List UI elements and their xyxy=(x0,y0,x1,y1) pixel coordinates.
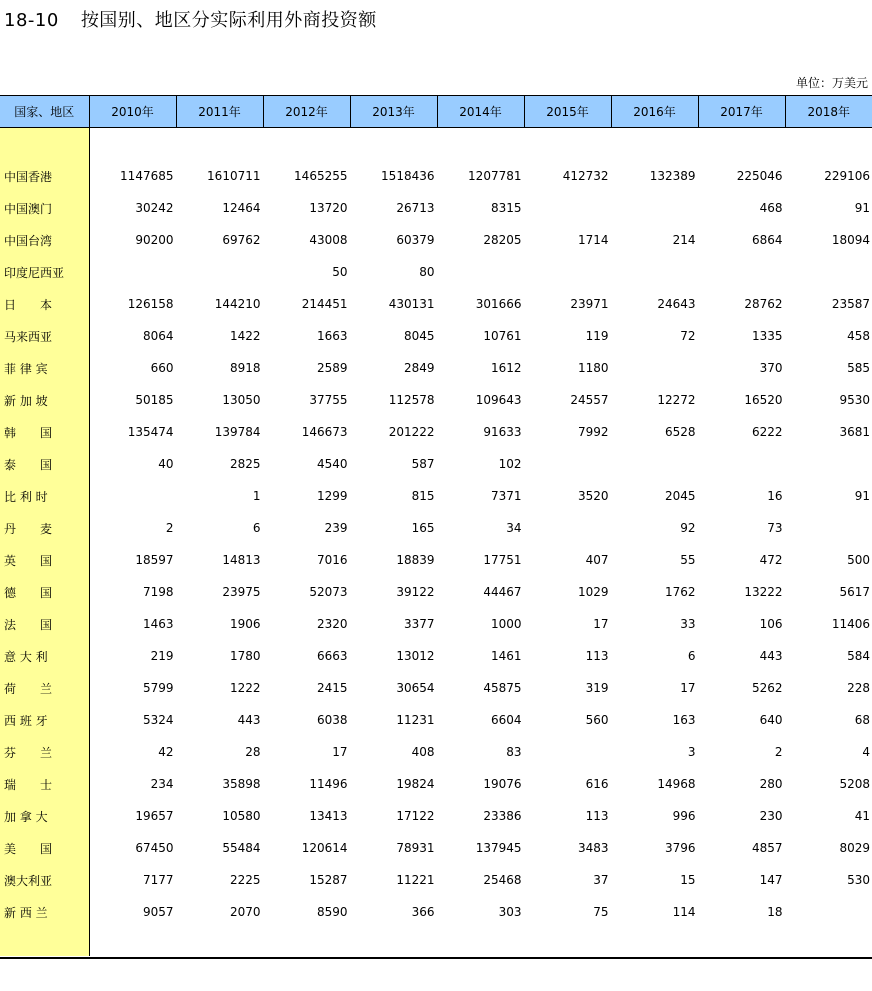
value-cell: 230 xyxy=(698,800,785,832)
value-cell xyxy=(524,256,611,288)
value-cell: 18 xyxy=(698,896,785,928)
unit-label: 单位：万美元 xyxy=(795,76,868,90)
value-cell: 1463 xyxy=(89,608,176,640)
value-cell: 12272 xyxy=(611,384,698,416)
table-row xyxy=(0,384,872,416)
value-cell xyxy=(698,448,785,480)
value-cell: 23971 xyxy=(524,288,611,320)
value-cell: 1422 xyxy=(176,320,263,352)
value-cell: 7198 xyxy=(89,576,176,608)
value-cell: 6038 xyxy=(263,704,350,736)
value-cell: 30654 xyxy=(350,672,437,704)
value-cell: 8918 xyxy=(176,352,263,384)
table-row xyxy=(0,192,872,224)
year-column-header: 2013年 xyxy=(350,96,437,128)
value-cell: 68 xyxy=(785,704,872,736)
table-row xyxy=(0,864,872,896)
value-cell: 3 xyxy=(611,736,698,768)
value-cell: 214 xyxy=(611,224,698,256)
value-cell: 468 xyxy=(698,192,785,224)
value-cell: 8590 xyxy=(263,896,350,928)
value-cell: 17 xyxy=(524,608,611,640)
year-column-header: 2011年 xyxy=(176,96,263,128)
value-cell: 33 xyxy=(611,608,698,640)
value-cell: 23975 xyxy=(176,576,263,608)
value-cell: 165 xyxy=(350,512,437,544)
value-cell: 5799 xyxy=(89,672,176,704)
value-cell: 234 xyxy=(89,768,176,800)
value-cell: 75 xyxy=(524,896,611,928)
value-cell: 16520 xyxy=(698,384,785,416)
value-cell: 219 xyxy=(89,640,176,672)
value-cell: 2825 xyxy=(176,448,263,480)
table-row xyxy=(0,768,872,800)
value-cell: 9530 xyxy=(785,384,872,416)
table-bottom-border xyxy=(0,957,872,959)
value-cell: 4857 xyxy=(698,832,785,864)
value-cell: 5324 xyxy=(89,704,176,736)
region-name-cell: 新 西 兰 xyxy=(0,896,89,928)
value-cell: 91 xyxy=(785,480,872,512)
value-cell: 1000 xyxy=(437,608,524,640)
value-cell: 14813 xyxy=(176,544,263,576)
value-cell: 1335 xyxy=(698,320,785,352)
value-cell: 10580 xyxy=(176,800,263,832)
region-name-cell: 日 本 xyxy=(0,288,89,320)
value-cell: 41 xyxy=(785,800,872,832)
value-cell: 5262 xyxy=(698,672,785,704)
value-cell: 55484 xyxy=(176,832,263,864)
value-cell xyxy=(785,512,872,544)
filler-row xyxy=(0,928,872,956)
value-cell: 60379 xyxy=(350,224,437,256)
table-row xyxy=(0,288,872,320)
value-cell xyxy=(611,448,698,480)
value-cell: 2415 xyxy=(263,672,350,704)
value-cell: 1663 xyxy=(263,320,350,352)
value-cell: 23386 xyxy=(437,800,524,832)
value-cell: 1465255 xyxy=(263,160,350,192)
table-row xyxy=(0,896,872,928)
value-cell: 90200 xyxy=(89,224,176,256)
value-cell: 19657 xyxy=(89,800,176,832)
value-cell: 1207781 xyxy=(437,160,524,192)
value-cell xyxy=(524,736,611,768)
value-cell: 1906 xyxy=(176,608,263,640)
value-cell: 430131 xyxy=(350,288,437,320)
value-cell: 6222 xyxy=(698,416,785,448)
table-row xyxy=(0,640,872,672)
value-cell: 30242 xyxy=(89,192,176,224)
value-cell: 106 xyxy=(698,608,785,640)
value-cell: 50185 xyxy=(89,384,176,416)
table-row xyxy=(0,576,872,608)
value-cell: 126158 xyxy=(89,288,176,320)
table-row xyxy=(0,320,872,352)
value-cell: 12464 xyxy=(176,192,263,224)
value-cell xyxy=(611,192,698,224)
region-name-cell: 新 加 坡 xyxy=(0,384,89,416)
value-cell: 78931 xyxy=(350,832,437,864)
value-cell: 139784 xyxy=(176,416,263,448)
value-cell: 2225 xyxy=(176,864,263,896)
value-cell: 3483 xyxy=(524,832,611,864)
table-row xyxy=(0,704,872,736)
value-cell: 135474 xyxy=(89,416,176,448)
value-cell: 584 xyxy=(785,640,872,672)
value-cell: 163 xyxy=(611,704,698,736)
value-cell: 303 xyxy=(437,896,524,928)
value-cell: 52073 xyxy=(263,576,350,608)
value-cell: 7371 xyxy=(437,480,524,512)
value-cell: 16 xyxy=(698,480,785,512)
value-cell: 8045 xyxy=(350,320,437,352)
value-cell: 1780 xyxy=(176,640,263,672)
value-cell: 13050 xyxy=(176,384,263,416)
region-column-header: 国家、地区 xyxy=(0,96,89,128)
region-name-cell: 英 国 xyxy=(0,544,89,576)
value-cell: 146673 xyxy=(263,416,350,448)
value-cell xyxy=(611,352,698,384)
value-cell: 560 xyxy=(524,704,611,736)
value-cell: 1180 xyxy=(524,352,611,384)
value-cell: 15287 xyxy=(263,864,350,896)
value-cell: 28205 xyxy=(437,224,524,256)
value-cell: 26713 xyxy=(350,192,437,224)
value-cell: 102 xyxy=(437,448,524,480)
value-cell: 69762 xyxy=(176,224,263,256)
table-row xyxy=(0,256,872,288)
value-cell: 7992 xyxy=(524,416,611,448)
region-name-cell: 德 国 xyxy=(0,576,89,608)
value-cell: 132389 xyxy=(611,160,698,192)
value-cell: 6604 xyxy=(437,704,524,736)
value-cell: 239 xyxy=(263,512,350,544)
region-name-cell: 中国香港 xyxy=(0,160,89,192)
value-cell: 91 xyxy=(785,192,872,224)
value-cell: 407 xyxy=(524,544,611,576)
value-cell: 9057 xyxy=(89,896,176,928)
value-cell: 2 xyxy=(698,736,785,768)
table-row xyxy=(0,608,872,640)
value-cell: 113 xyxy=(524,640,611,672)
table-row xyxy=(0,224,872,256)
region-name-cell: 丹 麦 xyxy=(0,512,89,544)
value-cell: 17751 xyxy=(437,544,524,576)
region-name-cell: 西 班 牙 xyxy=(0,704,89,736)
table-row xyxy=(0,832,872,864)
value-cell xyxy=(89,256,176,288)
table-row xyxy=(0,800,872,832)
value-cell: 34 xyxy=(437,512,524,544)
year-column-header: 2016年 xyxy=(611,96,698,128)
value-cell: 40 xyxy=(89,448,176,480)
value-cell: 7016 xyxy=(263,544,350,576)
region-name-cell: 法 国 xyxy=(0,608,89,640)
value-cell: 42 xyxy=(89,736,176,768)
value-cell: 201222 xyxy=(350,416,437,448)
value-cell: 228 xyxy=(785,672,872,704)
value-cell: 280 xyxy=(698,768,785,800)
value-cell: 8315 xyxy=(437,192,524,224)
value-cell: 28 xyxy=(176,736,263,768)
value-cell: 6864 xyxy=(698,224,785,256)
value-cell: 91633 xyxy=(437,416,524,448)
table-row xyxy=(0,512,872,544)
value-cell: 109643 xyxy=(437,384,524,416)
region-name-cell: 中国澳门 xyxy=(0,192,89,224)
region-name-cell: 意 大 利 xyxy=(0,640,89,672)
value-cell: 39122 xyxy=(350,576,437,608)
table-row xyxy=(0,672,872,704)
value-cell: 214451 xyxy=(263,288,350,320)
value-cell: 458 xyxy=(785,320,872,352)
table-row xyxy=(0,480,872,512)
value-cell: 11221 xyxy=(350,864,437,896)
value-cell: 120614 xyxy=(263,832,350,864)
investment-table xyxy=(0,95,872,956)
value-cell: 229106 xyxy=(785,160,872,192)
value-cell: 19824 xyxy=(350,768,437,800)
value-cell: 412732 xyxy=(524,160,611,192)
region-name-cell: 印度尼西亚 xyxy=(0,256,89,288)
value-cell: 2 xyxy=(89,512,176,544)
value-cell: 640 xyxy=(698,704,785,736)
region-name-cell: 马来西亚 xyxy=(0,320,89,352)
value-cell xyxy=(89,480,176,512)
value-cell: 225046 xyxy=(698,160,785,192)
value-cell: 13413 xyxy=(263,800,350,832)
value-cell: 37 xyxy=(524,864,611,896)
value-cell: 2070 xyxy=(176,896,263,928)
value-cell: 4 xyxy=(785,736,872,768)
value-cell: 72 xyxy=(611,320,698,352)
value-cell: 44467 xyxy=(437,576,524,608)
value-cell: 7177 xyxy=(89,864,176,896)
value-cell: 2849 xyxy=(350,352,437,384)
value-cell: 1461 xyxy=(437,640,524,672)
value-cell: 11406 xyxy=(785,608,872,640)
value-cell: 67450 xyxy=(89,832,176,864)
value-cell: 144210 xyxy=(176,288,263,320)
table-row xyxy=(0,160,872,192)
value-cell xyxy=(785,896,872,928)
value-cell xyxy=(524,448,611,480)
table-title xyxy=(4,6,377,32)
value-cell: 112578 xyxy=(350,384,437,416)
value-cell: 1222 xyxy=(176,672,263,704)
value-cell: 6 xyxy=(611,640,698,672)
table-row xyxy=(0,352,872,384)
value-cell: 11496 xyxy=(263,768,350,800)
value-cell: 370 xyxy=(698,352,785,384)
value-cell: 2589 xyxy=(263,352,350,384)
value-cell: 319 xyxy=(524,672,611,704)
value-cell: 15 xyxy=(611,864,698,896)
value-cell: 1029 xyxy=(524,576,611,608)
value-cell: 18839 xyxy=(350,544,437,576)
value-cell: 17 xyxy=(611,672,698,704)
value-cell: 3377 xyxy=(350,608,437,640)
value-cell: 43008 xyxy=(263,224,350,256)
region-name-cell: 泰 国 xyxy=(0,448,89,480)
region-name-cell: 瑞 士 xyxy=(0,768,89,800)
region-name-cell: 韩 国 xyxy=(0,416,89,448)
value-cell: 3520 xyxy=(524,480,611,512)
value-cell: 25468 xyxy=(437,864,524,896)
value-cell: 5617 xyxy=(785,576,872,608)
region-name-cell: 荷 兰 xyxy=(0,672,89,704)
year-column-header: 2012年 xyxy=(263,96,350,128)
table-row xyxy=(0,544,872,576)
value-cell: 530 xyxy=(785,864,872,896)
value-cell: 19076 xyxy=(437,768,524,800)
value-cell: 119 xyxy=(524,320,611,352)
value-cell: 10761 xyxy=(437,320,524,352)
value-cell: 113 xyxy=(524,800,611,832)
value-cell: 1762 xyxy=(611,576,698,608)
region-name-cell: 菲 律 宾 xyxy=(0,352,89,384)
value-cell: 28762 xyxy=(698,288,785,320)
region-name-cell: 比 利 时 xyxy=(0,480,89,512)
value-cell: 1518436 xyxy=(350,160,437,192)
value-cell: 23587 xyxy=(785,288,872,320)
value-cell: 6 xyxy=(176,512,263,544)
value-cell: 55 xyxy=(611,544,698,576)
value-cell: 73 xyxy=(698,512,785,544)
value-cell: 1610711 xyxy=(176,160,263,192)
value-cell: 50 xyxy=(263,256,350,288)
value-cell: 585 xyxy=(785,352,872,384)
value-cell: 14968 xyxy=(611,768,698,800)
value-cell: 2320 xyxy=(263,608,350,640)
value-cell: 147 xyxy=(698,864,785,896)
value-cell: 17 xyxy=(263,736,350,768)
value-cell: 80 xyxy=(350,256,437,288)
year-column-header: 2010年 xyxy=(89,96,176,128)
value-cell: 660 xyxy=(89,352,176,384)
table-row xyxy=(0,416,872,448)
value-cell: 114 xyxy=(611,896,698,928)
spacer-row xyxy=(0,128,872,161)
value-cell: 83 xyxy=(437,736,524,768)
value-cell: 45875 xyxy=(437,672,524,704)
table-title-text: 按国别、地区分实际利用外商投资额 xyxy=(80,10,377,31)
value-cell: 37755 xyxy=(263,384,350,416)
region-name-cell: 中国台湾 xyxy=(0,224,89,256)
value-cell xyxy=(437,256,524,288)
value-cell: 366 xyxy=(350,896,437,928)
value-cell xyxy=(176,256,263,288)
value-cell: 24557 xyxy=(524,384,611,416)
table-row xyxy=(0,736,872,768)
value-cell xyxy=(785,256,872,288)
value-cell: 11231 xyxy=(350,704,437,736)
value-cell xyxy=(698,256,785,288)
value-cell xyxy=(611,256,698,288)
value-cell: 8029 xyxy=(785,832,872,864)
header-row xyxy=(0,96,872,128)
value-cell: 616 xyxy=(524,768,611,800)
year-column-header: 2014年 xyxy=(437,96,524,128)
value-cell: 408 xyxy=(350,736,437,768)
value-cell: 17122 xyxy=(350,800,437,832)
value-cell: 3681 xyxy=(785,416,872,448)
year-column-header: 2018年 xyxy=(785,96,872,128)
value-cell: 587 xyxy=(350,448,437,480)
value-cell xyxy=(785,448,872,480)
region-name-cell: 加 拿 大 xyxy=(0,800,89,832)
value-cell: 815 xyxy=(350,480,437,512)
value-cell: 996 xyxy=(611,800,698,832)
value-cell: 472 xyxy=(698,544,785,576)
year-column-header: 2015年 xyxy=(524,96,611,128)
value-cell: 4540 xyxy=(263,448,350,480)
value-cell: 13012 xyxy=(350,640,437,672)
value-cell: 13222 xyxy=(698,576,785,608)
value-cell: 5208 xyxy=(785,768,872,800)
value-cell: 24643 xyxy=(611,288,698,320)
value-cell: 8064 xyxy=(89,320,176,352)
value-cell: 2045 xyxy=(611,480,698,512)
value-cell xyxy=(524,512,611,544)
table-body xyxy=(0,128,872,957)
value-cell: 1 xyxy=(176,480,263,512)
value-cell: 1147685 xyxy=(89,160,176,192)
year-column-header: 2017年 xyxy=(698,96,785,128)
value-cell: 18597 xyxy=(89,544,176,576)
region-name-cell: 芬 兰 xyxy=(0,736,89,768)
value-cell: 3796 xyxy=(611,832,698,864)
value-cell: 443 xyxy=(176,704,263,736)
value-cell: 6528 xyxy=(611,416,698,448)
value-cell: 13720 xyxy=(263,192,350,224)
table-number: 18-10 xyxy=(4,10,59,31)
value-cell: 35898 xyxy=(176,768,263,800)
value-cell: 137945 xyxy=(437,832,524,864)
region-name-cell: 美 国 xyxy=(0,832,89,864)
value-cell: 500 xyxy=(785,544,872,576)
value-cell: 1299 xyxy=(263,480,350,512)
value-cell xyxy=(524,192,611,224)
region-name-cell: 澳大利亚 xyxy=(0,864,89,896)
table-row xyxy=(0,448,872,480)
value-cell: 443 xyxy=(698,640,785,672)
value-cell: 92 xyxy=(611,512,698,544)
value-cell: 1612 xyxy=(437,352,524,384)
value-cell: 1714 xyxy=(524,224,611,256)
value-cell: 301666 xyxy=(437,288,524,320)
value-cell: 18094 xyxy=(785,224,872,256)
value-cell: 6663 xyxy=(263,640,350,672)
